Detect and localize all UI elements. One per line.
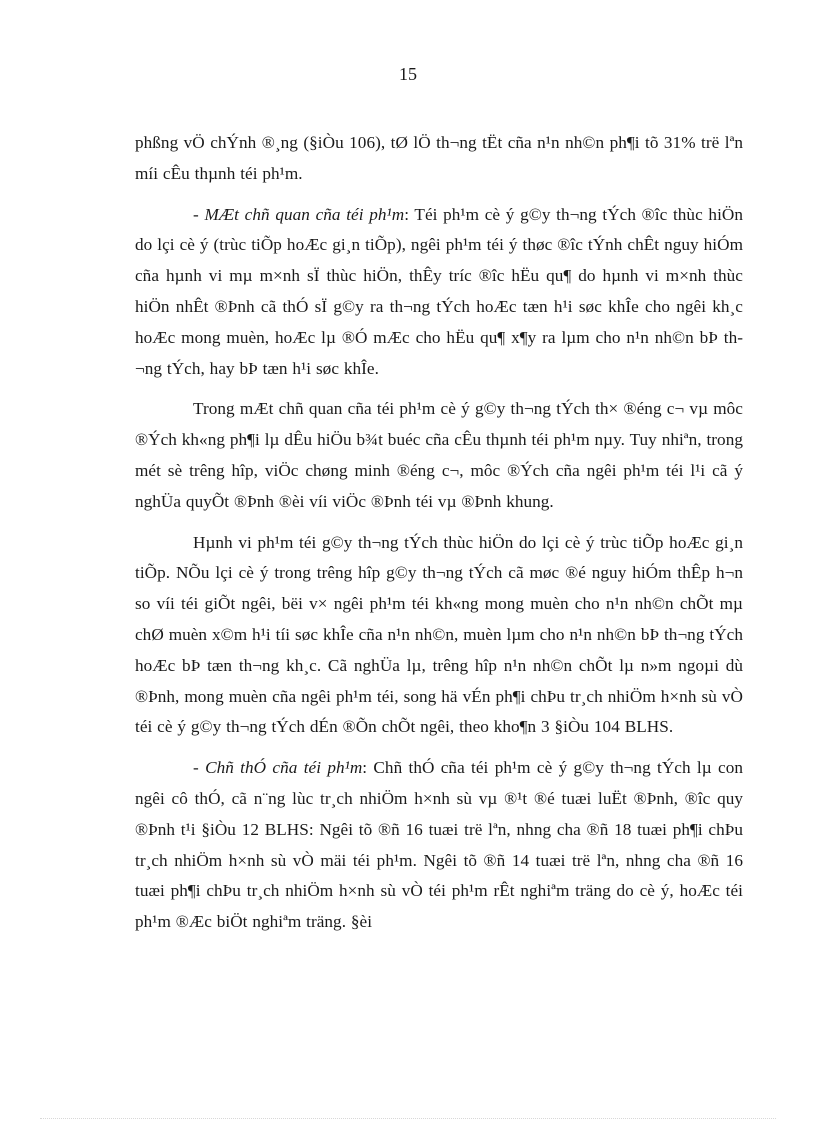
paragraph bbox=[135, 128, 743, 190]
paragraph-text: phßng vÖ chÝnh ®¸ng (§iÒu 106), tØ lÖ th¬ng tËt cña n¹n nh©n ph¶i tõ 31% trë lªn míi cÊu thµnh téi ph¹m. bbox=[135, 133, 743, 183]
paragraph-lead: - MÆt chñ quan cña téi ph¹m bbox=[193, 204, 405, 224]
paragraph bbox=[135, 528, 743, 744]
paragraph-lead: - Chñ thÓ cña téi ph¹m bbox=[193, 758, 363, 778]
paragraph-text: : Chñ thÓ cña téi ph¹m cè ý g©y th¬ng tÝch lµ con ngêi cô thÓ, cã n¨ng lùc tr¸ch nhiÖm h×nh sù vµ ®¹t ®é tuæi luËt ®Þnh, ®îc quy ®Þnh t¹i §iÒu 12 BLHS: Ngêi tõ ®ñ 16 tuæi trë lªn, nhng cha ®ñ 18 tuæi ph¶i chÞu tr¸ch nhiÖm h×nh sù vÒ mäi téi ph¹m. Ngêi tõ ®ñ 14 tuæi trë lªn, nhng cha ®ñ 16 tuæi ph¶i chÞu tr¸ch nhiÖm h×nh sù vÒ téi ph¹m rÊt nghiªm träng do cè ý, hoÆc téi ph¹m ®Æc biÖt nghiªm träng. §èi bbox=[135, 758, 743, 932]
page-number: 15 bbox=[399, 64, 417, 84]
paragraph-text: Trong mÆt chñ quan cña téi ph¹m cè ý g©y th¬ng tÝch th× ®éng c¬ vµ môc ®Ých kh«ng ph¶i lµ dÊu hiÖu b¾t buéc cña cÊu thµnh téi ph¹m nµy. Tuy nhiªn, trong mét sè trêng hîp, viÖc chøng minh ®éng c¬, môc ®Ých cña ngêi ph¹m téi l¹i cã ý nghÜa quyÕt ®Þnh ®èi víi viÖc ®Þnh téi vµ ®Þnh khung. bbox=[135, 399, 743, 511]
paragraph bbox=[135, 394, 743, 517]
paragraph bbox=[135, 753, 743, 938]
paragraph-text: : Téi ph¹m cè ý g©y th¬ng tÝch ®îc thùc hiÖn do lçi cè ý (trùc tiÕp hoÆc gi¸n tiÕp), ngêi ph¹m téi ý thøc ®îc tÝnh chÊt nguy hiÓm cña hµnh vi mµ m×nh sÏ thùc hiÖn, thÊy tríc ®îc hËu qu¶ do hµnh vi m×nh thùc hiÖn nhÊt ®Þnh cã thÓ sÏ g©y ra th¬ng tÝch hoÆc tæn h¹i søc khÎe cho ngêi kh¸c hoÆc mong muèn, hoÆc lµ ®Ó mÆc cho hËu qu¶ x¶y ra lµm cho n¹n nh©n bÞ th¬ng tÝch, hay bÞ tæn h¹i søc khÎe. bbox=[135, 204, 744, 378]
paragraph bbox=[135, 200, 743, 385]
body-text bbox=[135, 128, 743, 938]
page-bottom-edge bbox=[40, 1118, 776, 1119]
paragraph-text: Hµnh vi ph¹m téi g©y th¬ng tÝch thùc hiÖn do lçi cè ý trùc tiÕp hoÆc gi¸n tiÕp. NÕu lçi cè ý trong trêng hîp g©y th¬ng tÝch cã møc ®é nguy hiÓm thÊp h¬n so víi téi giÕt ngêi, bëi v× ngêi ph¹m téi kh«ng mong muèn cho n¹n nh©n chÕt mµ chØ muèn x©m h¹i tíi søc khÎe cña n¹n nh©n, muèn lµm cho n¹n nh©n bÞ th¬ng tÝch hoÆc bÞ tæn th¬ng kh¸c. Cã nghÜa lµ, trêng hîp n¹n nh©n chÕt lµ n»m ngoµi dù ®Þnh, mong muèn cña ngêi ph¹m téi, song hä vÉn ph¶i chÞu tr¸ch nhiÖm h×nh sù vÒ téi cè ý g©y th¬ng tÝch dÉn ®Õn chÕt ngêi, theo kho¶n 3 §iÒu 104 BLHS. bbox=[135, 532, 743, 737]
